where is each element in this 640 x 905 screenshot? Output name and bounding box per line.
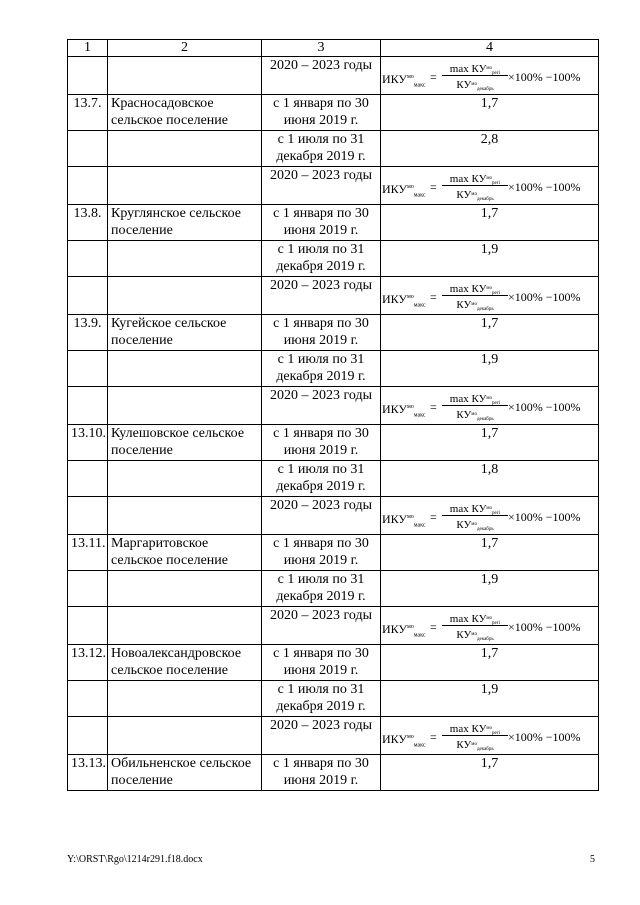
value-cell: 1,7 (381, 755, 599, 791)
settlement-name: Обильненское сельское поселение (108, 755, 262, 791)
row-number (68, 571, 108, 607)
period-cell: с 1 июля по 31 декабря 2019 г. (262, 131, 381, 167)
period-cell: с 1 января по 30 июня 2019 г. (262, 535, 381, 571)
settlement-name (108, 241, 262, 277)
settlement-name: Круглянское сельское поселение (108, 205, 262, 241)
settlement-name (108, 277, 262, 315)
settlement-name (108, 351, 262, 387)
value-cell: 1,9 (381, 351, 599, 387)
period-cell: с 1 января по 30 июня 2019 г. (262, 315, 381, 351)
row-number (68, 681, 108, 717)
table-row (68, 277, 599, 315)
row-number: 13.12. (68, 645, 108, 681)
table-row (68, 535, 599, 571)
period-cell: с 1 января по 30 июня 2019 г. (262, 205, 381, 241)
row-number (68, 717, 108, 755)
period-cell: 2020 – 2023 годы (262, 717, 381, 755)
table-row (68, 607, 599, 645)
period-cell: 2020 – 2023 годы (262, 57, 381, 95)
formula: $ИКУ^{мо}_{макс}$ = $\max КУ^{мо}_{регi}$ $КУ^{мо}_{декабрь}$ ×100% −100% (382, 610, 592, 642)
settlement-name (108, 167, 262, 205)
table-row (68, 351, 599, 387)
row-number: 13.11. (68, 535, 108, 571)
header-col-2: 2 (108, 40, 262, 57)
formula-cell (381, 277, 599, 315)
settlement-name (108, 461, 262, 497)
value-cell: 1,7 (381, 315, 599, 351)
row-number (68, 277, 108, 315)
value-cell: 1,7 (381, 535, 599, 571)
table-row (68, 755, 599, 791)
table-row (68, 57, 599, 95)
row-number (68, 131, 108, 167)
settlement-name (108, 607, 262, 645)
settlement-name (108, 571, 262, 607)
row-number: 13.8. (68, 205, 108, 241)
row-number: 13.13. (68, 755, 108, 791)
formula-cell (381, 57, 599, 95)
settlement-name: Кугейское сельское поселение (108, 315, 262, 351)
period-cell: 2020 – 2023 годы (262, 607, 381, 645)
period-cell: 2020 – 2023 годы (262, 387, 381, 425)
settlement-name (108, 131, 262, 167)
row-number (68, 57, 108, 95)
row-number (68, 167, 108, 205)
settlement-name: Маргаритовское сельское поселение (108, 535, 262, 571)
table-row (68, 95, 599, 131)
formula-cell (381, 497, 599, 535)
settlement-name: Красносадовское сельское поселение (108, 95, 262, 131)
row-number: 13.7. (68, 95, 108, 131)
table-row (68, 717, 599, 755)
period-cell: 2020 – 2023 годы (262, 167, 381, 205)
formula-cell (381, 607, 599, 645)
footer-file-path: Y:\ORST\Rgo\1214r291.f18.docx (67, 854, 203, 865)
formula-cell (381, 387, 599, 425)
footer-page-number: 5 (590, 854, 595, 865)
settlement-name: Новоалександровское сельское поселение (108, 645, 262, 681)
table-row (68, 205, 599, 241)
row-number (68, 241, 108, 277)
table-row (68, 645, 599, 681)
table-row (68, 461, 599, 497)
formula-cell (381, 717, 599, 755)
value-cell: 2,8 (381, 131, 599, 167)
table-row (68, 425, 599, 461)
header-row (68, 40, 599, 57)
formula: $ИКУ^{мо}_{макс}$ = $\max КУ^{мо}_{регi}$ $КУ^{мо}_{декабрь}$ ×100% −100% (382, 170, 592, 202)
period-cell: с 1 января по 30 июня 2019 г. (262, 755, 381, 791)
table-row (68, 241, 599, 277)
formula: $ИКУ^{мо}_{макс}$ = $\max КУ^{мо}_{регi}$ $КУ^{мо}_{декабрь}$ ×100% −100% (382, 390, 592, 422)
period-cell: с 1 июля по 31 декабря 2019 г. (262, 351, 381, 387)
settlement-name (108, 57, 262, 95)
period-cell: 2020 – 2023 годы (262, 277, 381, 315)
settlement-name (108, 681, 262, 717)
settlement-name (108, 387, 262, 425)
settlement-name (108, 717, 262, 755)
table-row (68, 571, 599, 607)
value-cell: 1,7 (381, 425, 599, 461)
formula: $ИКУ^{мо}_{макс}$ = $\max КУ^{мо}_{регi}$ $КУ^{мо}_{декабрь}$ ×100% −100% (382, 720, 592, 752)
formula: $ИКУ^{мо}_{макс}$ = $\max КУ^{мо}_{регi}$ $КУ^{мо}_{декабрь}$ ×100% −100% (382, 280, 592, 312)
settlement-name (108, 497, 262, 535)
value-cell: 1,9 (381, 571, 599, 607)
header-col-1: 1 (68, 40, 108, 57)
row-number: 13.10. (68, 425, 108, 461)
row-number (68, 351, 108, 387)
table-row (68, 497, 599, 535)
table-row (68, 131, 599, 167)
formula: $ИКУ^{мо}_{макс}$ = $\max КУ^{мо}_{регi}$ $КУ^{мо}_{декабрь}$ ×100% −100% (382, 500, 592, 532)
table-row (68, 681, 599, 717)
period-cell: с 1 июля по 31 декабря 2019 г. (262, 571, 381, 607)
value-cell: 1,7 (381, 95, 599, 131)
period-cell: с 1 июля по 31 декабря 2019 г. (262, 461, 381, 497)
period-cell: с 1 января по 30 июня 2019 г. (262, 425, 381, 461)
row-number (68, 387, 108, 425)
value-cell: 1,9 (381, 241, 599, 277)
period-cell: с 1 июля по 31 декабря 2019 г. (262, 681, 381, 717)
value-cell: 1,7 (381, 205, 599, 241)
header-col-3: 3 (262, 40, 381, 57)
header-col-4: 4 (381, 40, 599, 57)
formula: $ИКУ^{мо}_{макс}$ = $\max КУ^{мо}_{регi}$ $КУ^{мо}_{декабрь}$ ×100% −100% (382, 60, 592, 92)
period-cell: с 1 января по 30 июня 2019 г. (262, 645, 381, 681)
value-cell: 1,7 (381, 645, 599, 681)
table-row (68, 387, 599, 425)
period-cell: 2020 – 2023 годы (262, 497, 381, 535)
table-row (68, 167, 599, 205)
settlement-name: Кулешовское сельское поселение (108, 425, 262, 461)
row-number (68, 497, 108, 535)
row-number (68, 461, 108, 497)
value-cell: 1,8 (381, 461, 599, 497)
row-number: 13.9. (68, 315, 108, 351)
table-row (68, 315, 599, 351)
value-cell: 1,9 (381, 681, 599, 717)
period-cell: с 1 июля по 31 декабря 2019 г. (262, 241, 381, 277)
tariff-table (67, 39, 599, 791)
formula-cell (381, 167, 599, 205)
row-number (68, 607, 108, 645)
period-cell: с 1 января по 30 июня 2019 г. (262, 95, 381, 131)
